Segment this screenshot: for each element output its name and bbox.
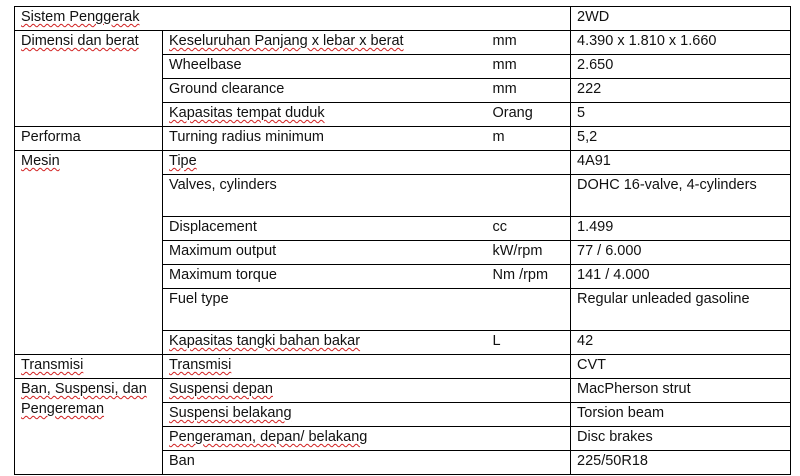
unit-cell: L <box>487 331 571 355</box>
table-row <box>15 7 791 31</box>
group-label-dimensi: Dimensi dan berat <box>15 31 163 127</box>
param-cell: Transmisi <box>163 355 487 379</box>
param-cell: Valves, cylinders <box>163 175 487 217</box>
unit-cell: m <box>487 127 571 151</box>
unit-cell <box>487 289 571 331</box>
drive-system-value: 2WD <box>571 7 791 31</box>
param-cell: Maximum output <box>163 241 487 265</box>
param-cell: Suspensi depan <box>163 379 487 403</box>
param-cell: Wheelbase <box>163 55 487 79</box>
unit-cell <box>487 355 571 379</box>
value-cell: 42 <box>571 331 791 355</box>
spec-table-wrapper <box>14 6 790 475</box>
value-cell: Regular unleaded gasoline <box>571 289 791 331</box>
group-label-transmisi: Transmisi <box>15 355 163 379</box>
group-label-mesin: Mesin <box>15 151 163 355</box>
drive-system-label: Sistem Penggerak <box>15 7 571 31</box>
param-cell: Pengeraman, depan/ belakang <box>163 427 487 451</box>
value-cell: Disc brakes <box>571 427 791 451</box>
unit-cell: mm <box>487 79 571 103</box>
unit-cell: kW/rpm <box>487 241 571 265</box>
param-cell: Ban <box>163 451 487 475</box>
value-cell: Torsion beam <box>571 403 791 427</box>
value-cell: 5,2 <box>571 127 791 151</box>
unit-cell: Nm /rpm <box>487 265 571 289</box>
unit-cell: cc <box>487 217 571 241</box>
param-cell: Tipe <box>163 151 487 175</box>
param-cell: Fuel type <box>163 289 487 331</box>
value-cell: MacPherson strut <box>571 379 791 403</box>
value-cell: DOHC 16-valve, 4-cylinders <box>571 175 791 217</box>
value-cell: CVT <box>571 355 791 379</box>
value-cell: 4A91 <box>571 151 791 175</box>
unit-cell: mm <box>487 31 571 55</box>
unit-cell <box>487 427 571 451</box>
table-row <box>15 379 791 403</box>
table-row <box>15 151 791 175</box>
param-cell: Displacement <box>163 217 487 241</box>
unit-cell <box>487 403 571 427</box>
unit-cell <box>487 151 571 175</box>
group-label-ban-suspensi: Ban, Suspensi, dan Pengereman <box>15 379 163 475</box>
table-row <box>15 355 791 379</box>
param-cell: Kapasitas tangki bahan bakar <box>163 331 487 355</box>
param-cell: Keseluruhan Panjang x lebar x berat <box>163 31 487 55</box>
spec-table <box>14 6 791 475</box>
value-cell: 225/50R18 <box>571 451 791 475</box>
value-cell: 222 <box>571 79 791 103</box>
unit-cell <box>487 379 571 403</box>
value-cell: 4.390 x 1.810 x 1.660 <box>571 31 791 55</box>
value-cell: 77 / 6.000 <box>571 241 791 265</box>
unit-cell: mm <box>487 55 571 79</box>
table-row <box>15 127 791 151</box>
param-cell: Kapasitas tempat duduk <box>163 103 487 127</box>
value-cell: 2.650 <box>571 55 791 79</box>
unit-cell <box>487 175 571 217</box>
param-cell: Maximum torque <box>163 265 487 289</box>
param-cell: Suspensi belakang <box>163 403 487 427</box>
param-cell: Turning radius minimum <box>163 127 487 151</box>
value-cell: 5 <box>571 103 791 127</box>
value-cell: 1.499 <box>571 217 791 241</box>
group-label-performa: Performa <box>15 127 163 151</box>
table-row <box>15 31 791 55</box>
unit-cell: Orang <box>487 103 571 127</box>
unit-cell <box>487 451 571 475</box>
param-cell: Ground clearance <box>163 79 487 103</box>
value-cell: 141 / 4.000 <box>571 265 791 289</box>
